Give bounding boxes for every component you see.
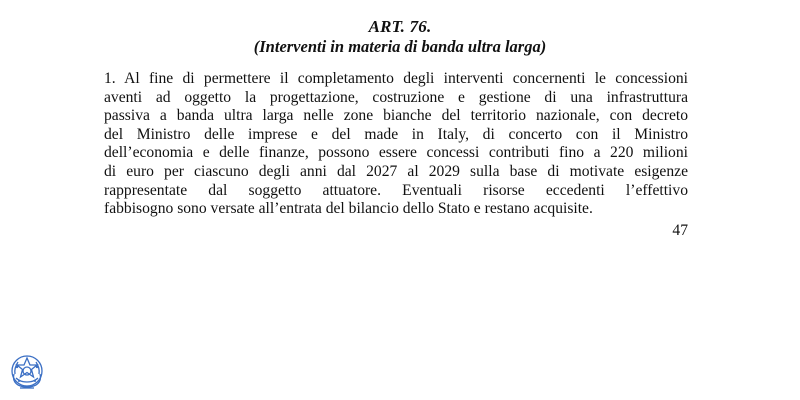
paragraph-line: dell’economia e delle finanze, possono essere concessi contributi fino a 220 milioni xyxy=(104,144,688,162)
paragraph-line: di euro per ciascuno degli anni dal 2027 al 2029 sulla base di motivate esigenze xyxy=(104,162,688,180)
article-subtitle: (Interventi in materia di banda ultra larga) xyxy=(253,37,547,56)
paragraph-line: rappresentate dal soggetto attuatore. Eventuali risorse eccedenti l’effettivo xyxy=(104,181,688,199)
article-title: ART. 76. xyxy=(368,17,432,36)
paragraph-line: aventi ad oggetto la progettazione, costruzione e gestione di una infrastruttura xyxy=(104,88,688,106)
paragraph-line: passiva a banda ultra larga nelle zone bianche del territorio nazionale, con decreto xyxy=(104,107,688,125)
paragraph-line: del Ministro delle imprese e del made in Italy, di concerto con il Ministro xyxy=(104,125,688,143)
page-number: 47 xyxy=(672,222,688,239)
paragraph-line: 1. Al fine di permettere il completamento degli interventi concernenti le concessioni xyxy=(104,70,688,87)
article-paragraph xyxy=(104,70,688,219)
paragraph-line: fabbisogno sono versate all’entrata del bilancio dello Stato e restano acquisite. xyxy=(104,200,593,218)
republic-emblem-icon xyxy=(8,352,46,392)
